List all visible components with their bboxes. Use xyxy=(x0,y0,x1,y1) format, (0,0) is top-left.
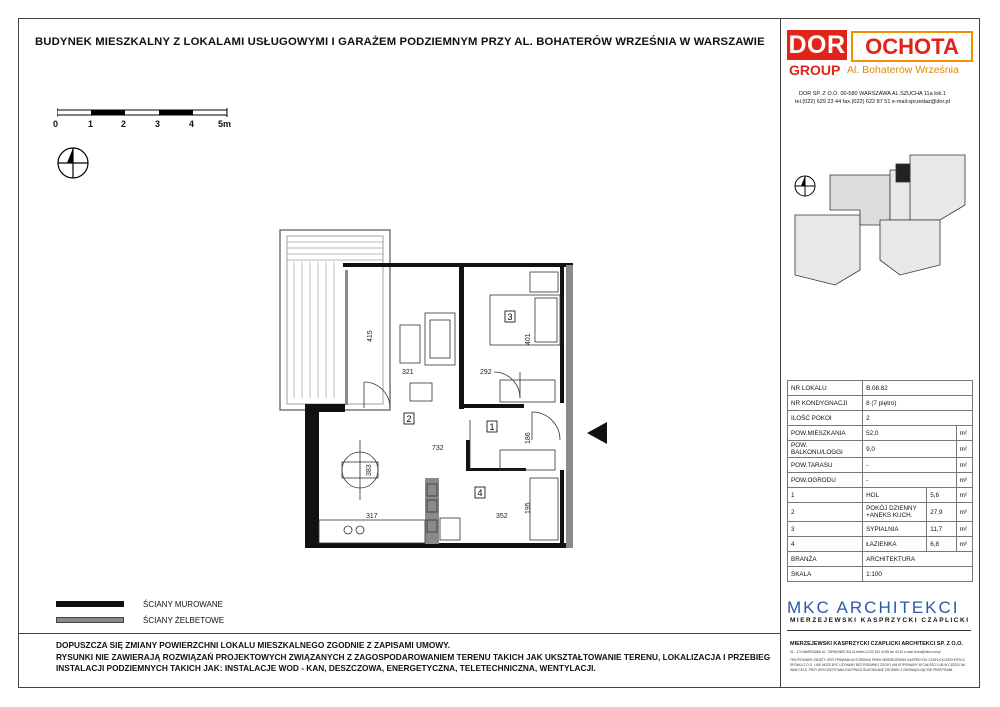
value-ilosc-pokoi: 2 xyxy=(863,411,973,426)
value-pow-mieszkania: 52,0 xyxy=(863,426,957,441)
company-info xyxy=(795,90,950,106)
unit: m² xyxy=(956,503,972,522)
dim-186: 186 xyxy=(525,432,532,444)
architect-name: MIERZEJEWSKI KASPRZYCKI CZAPLICKI ARCHITEKCI SP. Z O.O. xyxy=(790,641,963,647)
dim-401: 401 xyxy=(525,333,532,345)
label-nr-lokalu: NR LOKALU xyxy=(788,381,863,396)
balcony xyxy=(280,230,390,410)
room-nr: 1 xyxy=(788,488,863,503)
value-pow-balkonu: 9,0 xyxy=(863,441,957,458)
unit: m² xyxy=(956,473,972,488)
note-line-1: DOPUSZCZA SIĘ ZMIANY POWIERZCHNI LOKALU MIESZKALNEGO ZGODNIE Z ZAPISAMI UMOWY. xyxy=(56,640,451,650)
architect-details xyxy=(790,650,972,673)
room-number-2: 2 xyxy=(406,414,412,424)
drawing-title: BUDYNEK MIESZKALNY Z LOKALAMI USŁUGOWYMI I GARAŻEM PODZIEMNYM PRZY AL. BOHATERÓW WRZEŚNIA W WARSZAWIE xyxy=(35,36,765,48)
legend-label-murowane: ŚCIANY MUROWANE xyxy=(143,600,224,609)
mkc-subtitle: MIERZEJEWSKI KASPRZYCKI CZAPLICKI xyxy=(790,617,970,624)
ochota-logo: OCHOTA xyxy=(851,31,973,62)
legend-swatch-murowane xyxy=(56,601,124,607)
unit: m² xyxy=(956,441,972,458)
room-area: 6,8 xyxy=(927,537,956,552)
label-pow-mieszkania: POW.MIESZKANIA xyxy=(788,426,863,441)
room-number-4: 4 xyxy=(477,488,483,498)
room-name: ŁAZIENKA xyxy=(863,537,927,552)
room-row xyxy=(788,537,973,552)
note-line-2: RYSUNKI NIE ZAWIERAJĄ ROZWIĄZAŃ PROJEKTOWYCH ZWIĄZANYCH Z ZAGOSPODAROWANIEM TERENU TAKICH JAK UKSZTAŁTOWANIE TERENU, LOKALIZACJA I PRZEBIEG xyxy=(56,651,771,662)
value-branza: ARCHITEKTURA xyxy=(863,552,973,567)
unit: m² xyxy=(956,522,972,537)
room-nr: 3 xyxy=(788,522,863,537)
legend-label-zelbetowe: ŚCIANY ŻELBETOWE xyxy=(143,616,225,625)
dim-317: 317 xyxy=(366,513,378,520)
room-name: SYPIALNIA xyxy=(863,522,927,537)
value-pow-ogrodu: - xyxy=(863,473,957,488)
room-row xyxy=(788,522,973,537)
value-skala: 1:100 xyxy=(863,567,973,582)
room-name: POKÓJ DZIENNY +ANEKS KUCH. xyxy=(863,503,927,522)
dim-352: 352 xyxy=(496,513,508,520)
room-area: 5,6 xyxy=(927,488,956,503)
dim-732: 732 xyxy=(432,445,444,452)
apartment-info-table xyxy=(787,380,973,582)
value-nr-kondygnacji: 8 (7 piętro) xyxy=(863,396,973,411)
mkc-logo: MKC ARCHITEKCI xyxy=(787,598,960,617)
note-line-3: INSTALACJI PODZIEMNYCH TAKICH JAK: INSTALACJE WOD - KAN, DESZCZOWA, ENERGETYCZNA, TELETECHNICZNA, WENTYLACJI. xyxy=(56,663,596,673)
room-area: 27,9 xyxy=(927,503,956,522)
scale-label-3: 3 xyxy=(155,119,161,129)
scale-label-0: 0 xyxy=(53,119,59,129)
scale-label-1: 1 xyxy=(88,119,94,129)
mkc-divider xyxy=(787,630,971,631)
group-logo-text: GROUP xyxy=(789,62,841,78)
scale-label-5m: 5m xyxy=(218,119,232,129)
value-nr-lokalu: B.08.82 xyxy=(863,381,973,396)
room-row xyxy=(788,488,973,503)
room-nr: 2 xyxy=(788,503,863,522)
dim-415: 415 xyxy=(367,330,374,342)
unit: m² xyxy=(956,488,972,503)
unit: m² xyxy=(956,537,972,552)
legend-swatch-zelbetowe xyxy=(56,617,124,623)
room-number-1: 1 xyxy=(489,422,495,432)
unit: m² xyxy=(956,458,972,473)
architect-address: 01 - 174 WARSZAWA UL. TARNOWIECKA 15 tel/fax (0-22) 612 44 85 tel: 43 44 e-mail: biuro@mkc.com.pl xyxy=(790,650,941,654)
room-number-3: 3 xyxy=(507,312,513,322)
architect-disclaimer: TEN RYSUNEK OBJĘTY JEST PRAWAMI AUTORSKIMI FIRMY MIERZEJEWSKI KASPRZYCKI CZAPLICKI ARCHITEKCI SPÓŁKA Z O.O. I NIE MOŻE BYĆ UŻYWANY BEZ PISEMNEJ ZGODY ANI KOPIOWANY W CAŁOŚCI LUB W CZĘŚCI NA INNE CELE. PRZY WYKORZYSTANIU NA PRACE BUDOWLANE ZGODNIE Z OBOWIĄZUJĄCYMI PRZEPISAMI. xyxy=(790,658,966,672)
notes xyxy=(56,640,770,675)
key-plan xyxy=(790,150,970,290)
logo-address: Al. Bohaterów Września xyxy=(847,64,959,76)
dor-logo: DOR xyxy=(788,31,846,59)
company-line-1: DOR SP. Z O.O. 00-580 WARSZAWA AL.SZUCHA 11a lok.1 xyxy=(799,91,946,97)
unit: m² xyxy=(956,426,972,441)
dimensions xyxy=(366,330,532,520)
label-ilosc-pokoi: ILOŚĆ POKOI xyxy=(788,411,863,426)
label-nr-kondygnacji: NR KONDYGNACJI xyxy=(788,396,863,411)
room-name: HOL xyxy=(863,488,927,503)
company-line-2: tel.(022) 629 23 44 fax.(022) 622 87 51 e-mail:sprzedaz@dor.pl xyxy=(795,99,950,105)
room-row xyxy=(788,503,973,522)
dim-383: 383 xyxy=(366,464,373,476)
room-area: 11,7 xyxy=(927,522,956,537)
scale-label-2: 2 xyxy=(121,119,127,129)
scale-label-4: 4 xyxy=(189,119,195,129)
value-pow-tarasu: - xyxy=(863,458,957,473)
label-skala: SKALA xyxy=(788,567,863,582)
dim-321: 321 xyxy=(402,369,414,376)
dim-292: 292 xyxy=(480,369,492,376)
label-pow-tarasu: POW.TARASU xyxy=(788,458,863,473)
entrance-arrow-icon xyxy=(587,422,607,444)
label-pow-ogrodu: POW.OGRODU xyxy=(788,473,863,488)
label-branza: BRANŻA xyxy=(788,552,863,567)
dim-195: 195 xyxy=(525,502,532,514)
room-nr: 4 xyxy=(788,537,863,552)
label-pow-balkonu: POW. BALKONU/LOGGI xyxy=(788,441,863,458)
